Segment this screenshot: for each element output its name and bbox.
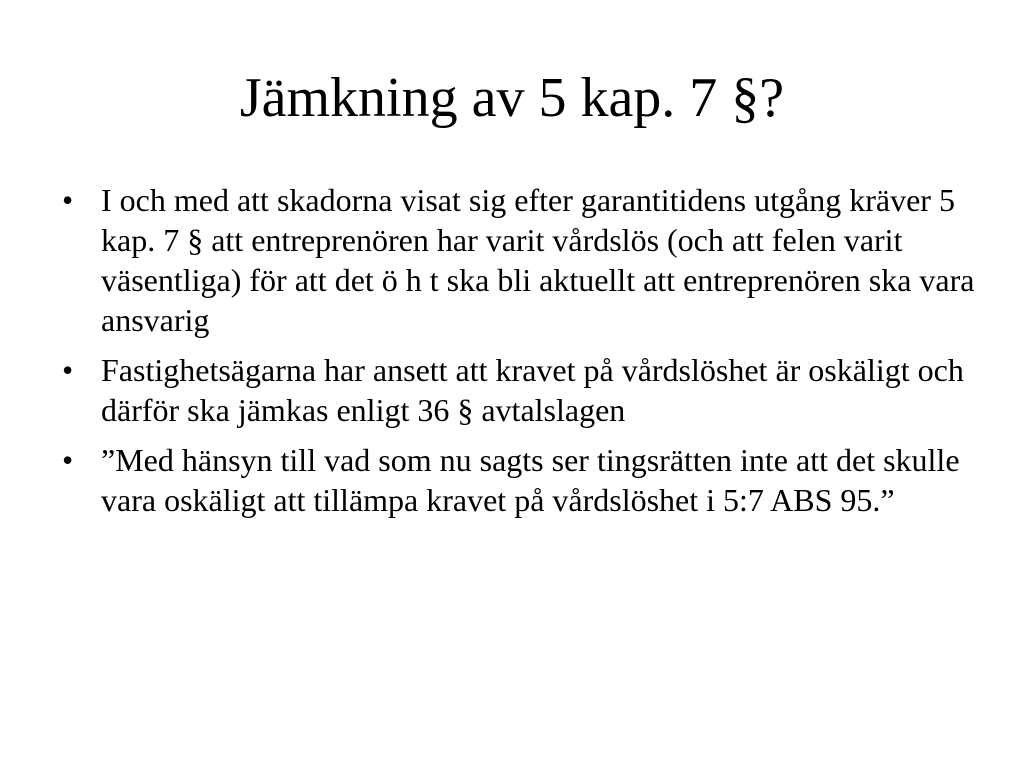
bullet-dot-icon: • [62,352,74,388]
bullet-text: I och med att skadorna visat sig efter garantitidens utgång kräver 5 kap. 7 § att entreprenören har varit vårdslös (och att felen varit väsentliga) för att det ö h t ska bli aktuellt att entreprenören ska vara ansvarig [101,182,975,338]
bullet-dot-icon: • [62,442,74,478]
bullet-text: Fastighetsägarna har ansett att kravet på vårdslöshet är oskäligt och därför ska jämkas enligt 36 § avtalslagen [101,352,964,428]
bullet-item [62,180,982,340]
bullet-text: ”Med hänsyn till vad som nu sagts ser tingsrätten inte att det skulle vara oskäligt att tillämpa kravet på vårdslöshet i 5:7 ABS 95.” [101,442,960,518]
slide-title: Jämkning av 5 kap. 7 §? [239,67,785,129]
bullet-item [62,350,982,430]
bullet-item [62,440,982,520]
bullet-dot-icon: • [62,182,74,218]
bullet-list [62,180,982,530]
